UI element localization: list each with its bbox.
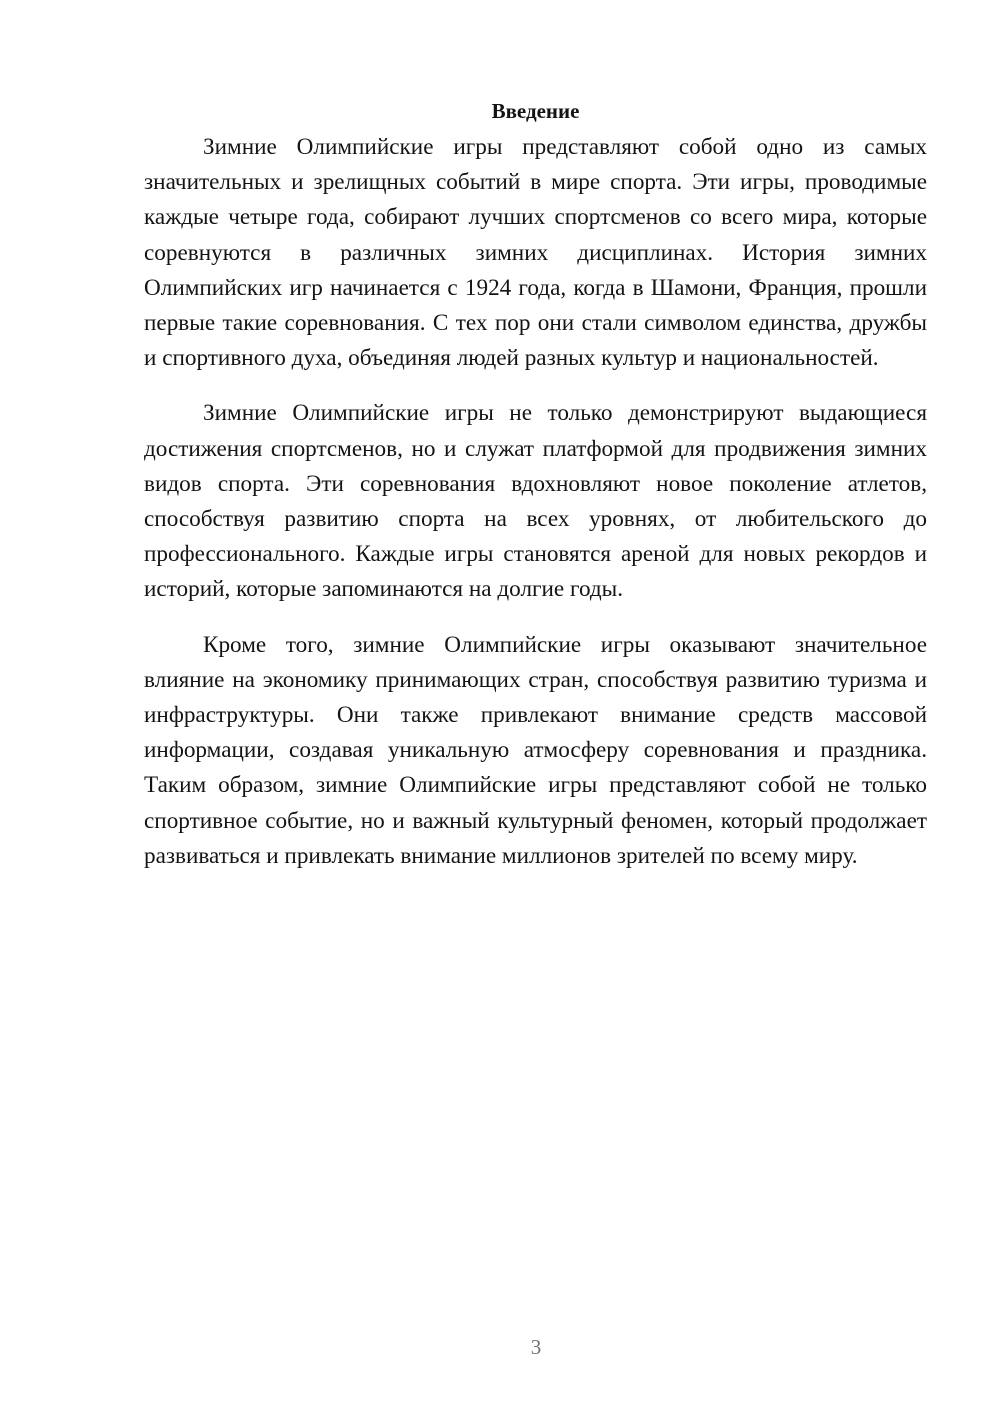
section-heading: Введение <box>491 99 580 123</box>
page-number: 3 <box>530 1335 542 1359</box>
paragraph-2: Зимние Олимпийские игры не только демонстрируют выдающиеся достижения спортсменов, но и служат платформой для продвижения зимних видов спорта. Эти соревнования вдохновляют новое поколение атлетов, способствуя развитию спорта на всех уровнях, от любительского до профессионального. Каждые игры становятся ареной для новых рекордов и историй, которые запоминаются на долгие годы. <box>144 400 927 603</box>
paragraph-1: Зимние Олимпийские игры представляют собой одно из самых значительных и зрелищных событий в мире спорта. Эти игры, проводимые каждые четыре года, собирают лучших спортсменов со всего мира, которые соревнуются в различных зимних дисциплинах. История зимних Олимпийских игр начинается с 1924 года, когда в Шамони, Франция, прошли первые такие соревнования. С тех пор они стали символом единства, дружбы и спортивного духа, объединяя людей разных культур и национальностей. <box>144 134 927 372</box>
page-content <box>144 96 927 894</box>
paragraph-3: Кроме того, зимние Олимпийские игры оказывают значительное влияние на экономику принимающих стран, способствуя развитию туризма и инфраструктуры. Они также привлекают внимание средств массовой информации, создавая уникальную атмосферу соревнования и праздника. Таким образом, зимние Олимпийские игры представляют собой не только спортивное событие, но и важный культурный феномен, который продолжает развиваться и привлекать внимание миллионов зрителей по всему миру. <box>144 631 927 869</box>
